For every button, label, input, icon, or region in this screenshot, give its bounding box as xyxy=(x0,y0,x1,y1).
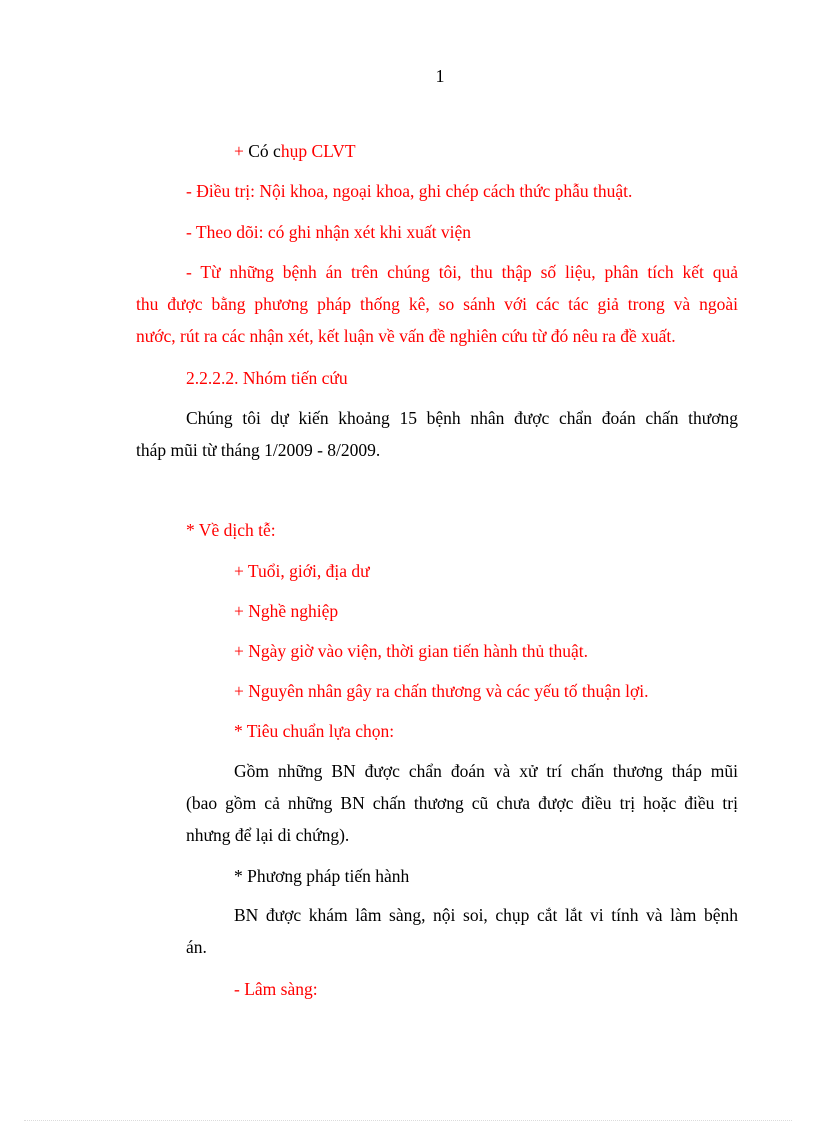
page-number: 1 xyxy=(435,66,445,86)
clinical-heading: - Lâm sàng: xyxy=(234,979,318,999)
prospective-paragraph xyxy=(136,402,738,466)
paragraph-line: án. xyxy=(186,937,207,957)
selection-heading: * Tiêu chuẩn lựa chọn: xyxy=(234,721,395,741)
method-heading: * Phương pháp tiến hành xyxy=(234,866,410,886)
section-heading-prospective: 2.2.2.2. Nhóm tiến cứu xyxy=(186,368,348,388)
epidemiology-heading: * Về dịch tễ: xyxy=(186,520,276,540)
paragraph-line: - Từ những bệnh án trên chúng tôi, thu thập số liệu, phân tích kết quả xyxy=(186,262,738,282)
page-bottom-divider xyxy=(24,1120,792,1121)
paragraph-line: Chúng tôi dự kiến khoảng 15 bệnh nhân được chẩn đoán chấn thương xyxy=(186,408,738,428)
method-paragraph xyxy=(186,899,738,963)
paragraph-line: nước, rút ra các nhận xét, kết luận về vấn đề nghiên cứu từ đó nêu ra đề xuất. xyxy=(136,326,676,346)
ct-scan-item: + Có chụp CLVT xyxy=(234,141,356,161)
paragraph-line: tháp mũi từ tháng 1/2009 - 8/2009. xyxy=(136,440,381,460)
epidemiology-item: + Nguyên nhân gây ra chấn thương và các yếu tố thuận lợi. xyxy=(234,681,649,701)
paragraph-line: Gồm những BN được chẩn đoán và xử trí chấn thương tháp mũi xyxy=(234,761,738,781)
data-processing-paragraph xyxy=(136,256,738,352)
paragraph-line: (bao gồm cả những BN chấn thương cũ chưa được điều trị hoặc điều trị xyxy=(186,793,738,813)
epidemiology-item: + Nghề nghiệp xyxy=(234,601,339,621)
epidemiology-item: + Ngày giờ vào viện, thời gian tiến hành thủ thuật. xyxy=(234,641,589,661)
paragraph-line: BN được khám lâm sàng, nội soi, chụp cắt lắt vi tính và làm bệnh xyxy=(234,905,738,925)
paragraph-line: thu được bằng phương pháp thống kê, so sánh với các tác giả trong và ngoài xyxy=(136,294,738,314)
selection-paragraph xyxy=(186,755,738,851)
epidemiology-item: + Tuổi, giới, địa dư xyxy=(234,561,370,581)
treatment-line: - Điều trị: Nội khoa, ngoại khoa, ghi chép cách thức phẫu thuật. xyxy=(186,181,633,201)
followup-line: - Theo dõi: có ghi nhận xét khi xuất viện xyxy=(186,222,471,242)
paragraph-line: nhưng để lại di chứng). xyxy=(186,825,350,845)
